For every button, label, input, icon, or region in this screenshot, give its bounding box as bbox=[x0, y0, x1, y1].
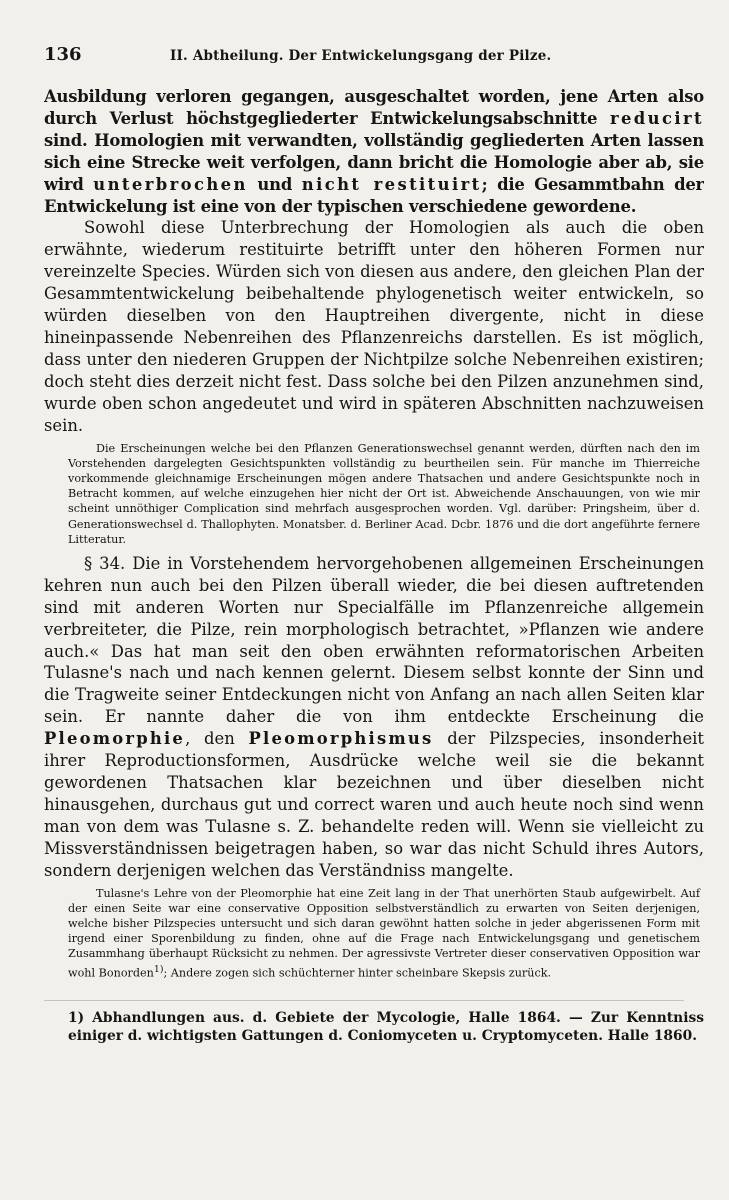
spaced-term: reducirt bbox=[609, 108, 704, 128]
book-page bbox=[44, 44, 704, 1154]
spaced-term: unterbrochen bbox=[93, 174, 248, 194]
small-print-note-generationswechsel: Die Erscheinungen welche bei den Pflanzen Generationswechsel genannt werden, dürften nach den im Vorstehenden dargelegten Gesichtspunkten vollständig zu beurtheilen sein. Für manche im Thierreiche vorkommende gleichnamige Erscheinungen mögen andere Thatsachen und andere Gesichtspunkte noch in Betracht kommen, auf welche einzugehen hier nicht der Ort ist. Abweichende Anschauungen, von wie mir scheint unnöthiger Complication sind mehrfach ausgesprochen worden. Vgl. darüber: Pringsheim, über d. Generationswechsel d. Thallophyten. Monatsber. d. Berliner Acad. Dcbr. 1876 und die dort angeführte fernere Litteratur. bbox=[68, 441, 700, 546]
running-head bbox=[44, 44, 704, 70]
text-run: , den bbox=[185, 729, 249, 749]
paragraph-continuation bbox=[44, 86, 704, 217]
text-run: und bbox=[247, 174, 302, 194]
paragraph-section-34 bbox=[44, 553, 704, 882]
text-run: der Pilzspecies, insonderheit ihrer Reproductionsformen, Ausdrücke welche weil sie die bekannt gewordenen Thatsachen klar bezeichnen und über dieselben nicht hinausgehen, durchaus gut und correct waren und auch heute noch sind wenn man von dem was Tulasne s. Z. behandelte reden will. Wenn sie vielleicht zu Missverständnissen beigetragen haben, so war das nicht Schuld ihres Autors, sondern derjenigen welchen das Verständniss mangelte. bbox=[44, 729, 704, 880]
footnote-ref: 1) bbox=[153, 963, 164, 975]
running-title: II. Abtheilung. Der Entwickelungsgang der Pilze. bbox=[170, 48, 552, 64]
text-run: ; die Gesammtbahn der Entwickelung ist eine von der typischen verschiedene gewordene. bbox=[44, 174, 704, 216]
page-number: 136 bbox=[44, 44, 82, 65]
spaced-term: Pleomorphismus bbox=[248, 729, 434, 749]
spaced-term: nicht restituirt bbox=[301, 174, 482, 194]
text-run: Ausbildung verloren gegangen, ausgeschaltet worden, jene Arten also durch Verlust höchstgegliederter Entwickelungsabschnitte bbox=[44, 87, 704, 128]
text-run: Tulasne's Lehre von der Pleomorphie hat eine Zeit lang in der That unerhörten Staub aufgewirbelt. Auf der einen Seite war eine conservative Opposition selbstverständlich zu erwarten von Seiten derjenigen, welche bisher Pilzspecies untersucht und sich daran gewöhnt hatten solche in jeder abgerissenen Form mit irgend einer Sporenbildung zu finden, ohne auf die Frage nach Entwickelungsgang und genetischem Zusammhang überhaupt Rücksicht zu nehmen. Der agressivste Vertreter dieser conservativen Opposition war wohl Bonorden bbox=[68, 886, 700, 980]
text-run: § 34. Die in Vorstehendem hervorgehobenen allgemeinen Erscheinungen kehren nun auch bei den Pilzen überall wieder, die bei diesen auftretenden sind mit anderen Worten nur Specialfälle im Pflanzenreiche allgemein verbreiteter, die Pilze, rein morphologisch betrachtet, »Pflanzen wie andere auch.« Das hat man seit den oben erwähnten reformatorischen Arbeiten Tulasne's nach und nach kennen gelernt. Diesem selbst konnte der Sinn und die Tragweite seiner Entdeckungen nicht von Anfang an nach allen Seiten klar sein. Er nannte daher die von ihm entdeckte Erscheinung die bbox=[44, 553, 704, 727]
footnote: 1) Abhandlungen aus. d. Gebiete der Mycologie, Halle 1864. — Zur Kenntniss einiger d. wichtigsten Gattungen d. Coniomyceten u. Cryptomyceten. Halle 1860. bbox=[68, 1010, 704, 1045]
spaced-term: Pleomorphie bbox=[44, 729, 186, 749]
footnote-divider bbox=[44, 1000, 684, 1001]
small-print-note-tulasne bbox=[44, 886, 704, 981]
text-run: ; Andere zogen sich schüchterner hinter scheinbare Skepsis zurück. bbox=[163, 966, 552, 980]
paragraph-homologies: Sowohl diese Unterbrechung der Homologien als auch die oben erwähnte, wiederum restituirte betrifft unter den höheren Formen nur vereinzelte Species. Würden sich von diesen aus andere, den gleichen Plan der Gesammtentwickelung beibehaltende phylogenetisch weiter entwickeln, so würden dieselben von den Hauptreihen divergente, nicht in diese hineinpassende Nebenreihen des Pflanzenreichs darstellen. Es ist möglich, dass unter den niederen Gruppen der Nichtpilze solche Nebenreihen existiren; doch steht dies derzeit nicht fest. Dass solche bei den Pilzen anzunehmen sind, wurde oben schon angedeutet und wird in späteren Abschnitten nachzuweisen sein. bbox=[44, 218, 704, 435]
main-text bbox=[44, 86, 704, 980]
text-run: sind. Homologien mit verwandten, vollständig gegliederten Arten lassen sich eine Strecke weit verfolgen, dann bricht die Homologie aber ab, sie wird bbox=[44, 130, 704, 194]
